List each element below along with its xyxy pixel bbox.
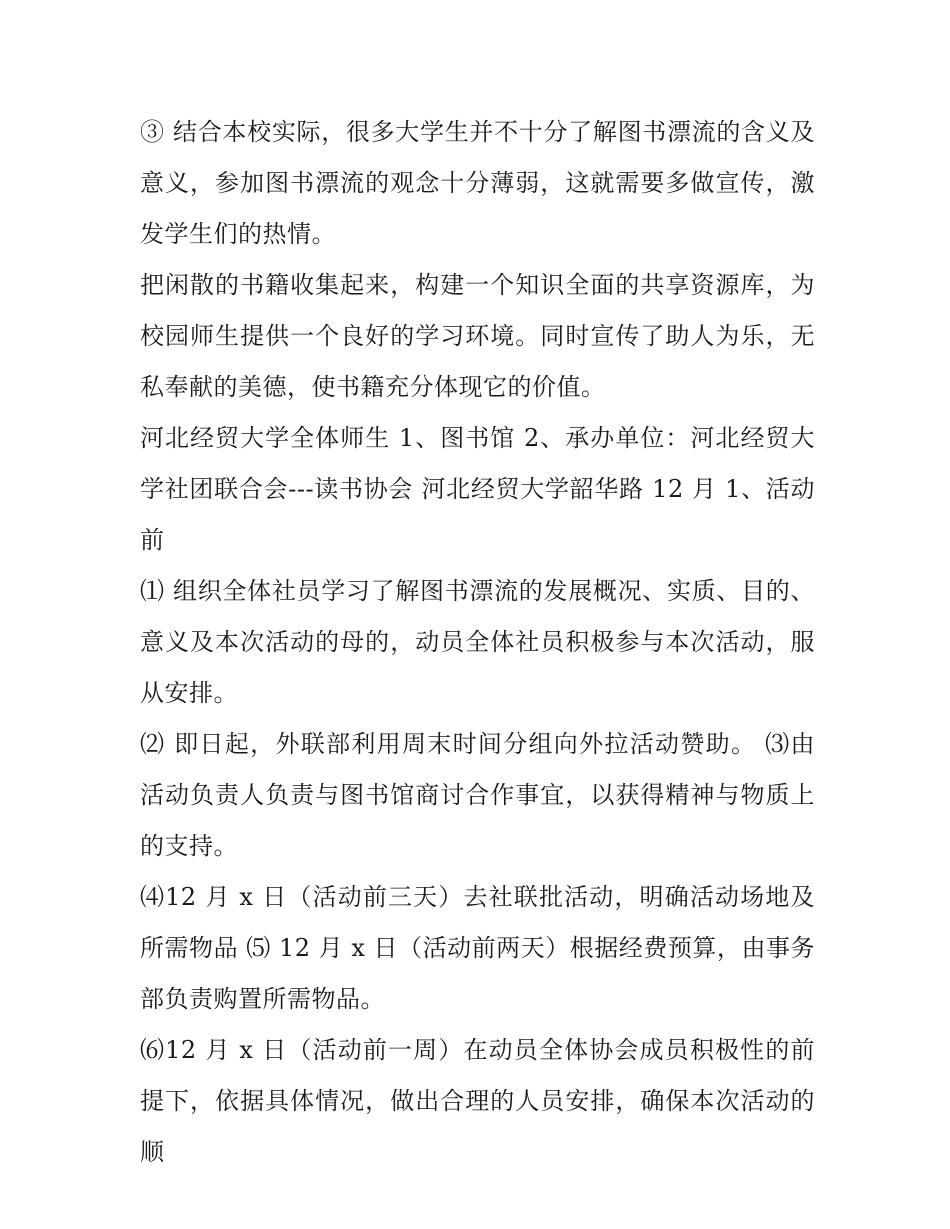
- paragraph-2: 把闲散的书籍收集起来，构建一个知识全面的共享资源库，为校园师生提供一个良好的学习环境。同时宣传了助人为乐，无私奉献的美德，使书籍充分体现它的价值。: [140, 271, 815, 401]
- paragraph-6: ⑷12 月 x 日（活动前三天）去社联批活动，明确活动场地及所需物品 ⑸ 12 月 x 日（活动前两天）根据经费预算，由事务部负责购置所需物品。: [140, 883, 815, 1013]
- paragraph-4: ⑴ 组织全体社员学习了解图书漂流的发展概况、实质、目的、意义及本次活动的母的，动员全体社员积极参与本次活动，服从安排。: [140, 577, 815, 707]
- paragraph-7: ⑹12 月 x 日（活动前一周）在动员全体协会成员积极性的前提下，依据具体情况，做出合理的人员安排，确保本次活动的顺: [140, 1036, 815, 1166]
- paragraph-1: ③ 结合本校实际，很多大学生并不十分了解图书漂流的含义及意义，参加图书漂流的观念十分薄弱，这就需要多做宣传，激发学生们的热情。: [140, 118, 815, 248]
- paragraph-3: 河北经贸大学全体师生 1、图书馆 2、承办单位：河北经贸大学社团联合会---读书协会 河北经贸大学韶华路 12 月 1、活动前: [140, 424, 815, 554]
- paragraph-5: ⑵ 即日起，外联部利用周末时间分组向外拉活动赞助。 ⑶由活动负责人负责与图书馆商讨合作事宜，以获得精神与物质上的支持。: [140, 730, 815, 860]
- document-body: [140, 107, 815, 1178]
